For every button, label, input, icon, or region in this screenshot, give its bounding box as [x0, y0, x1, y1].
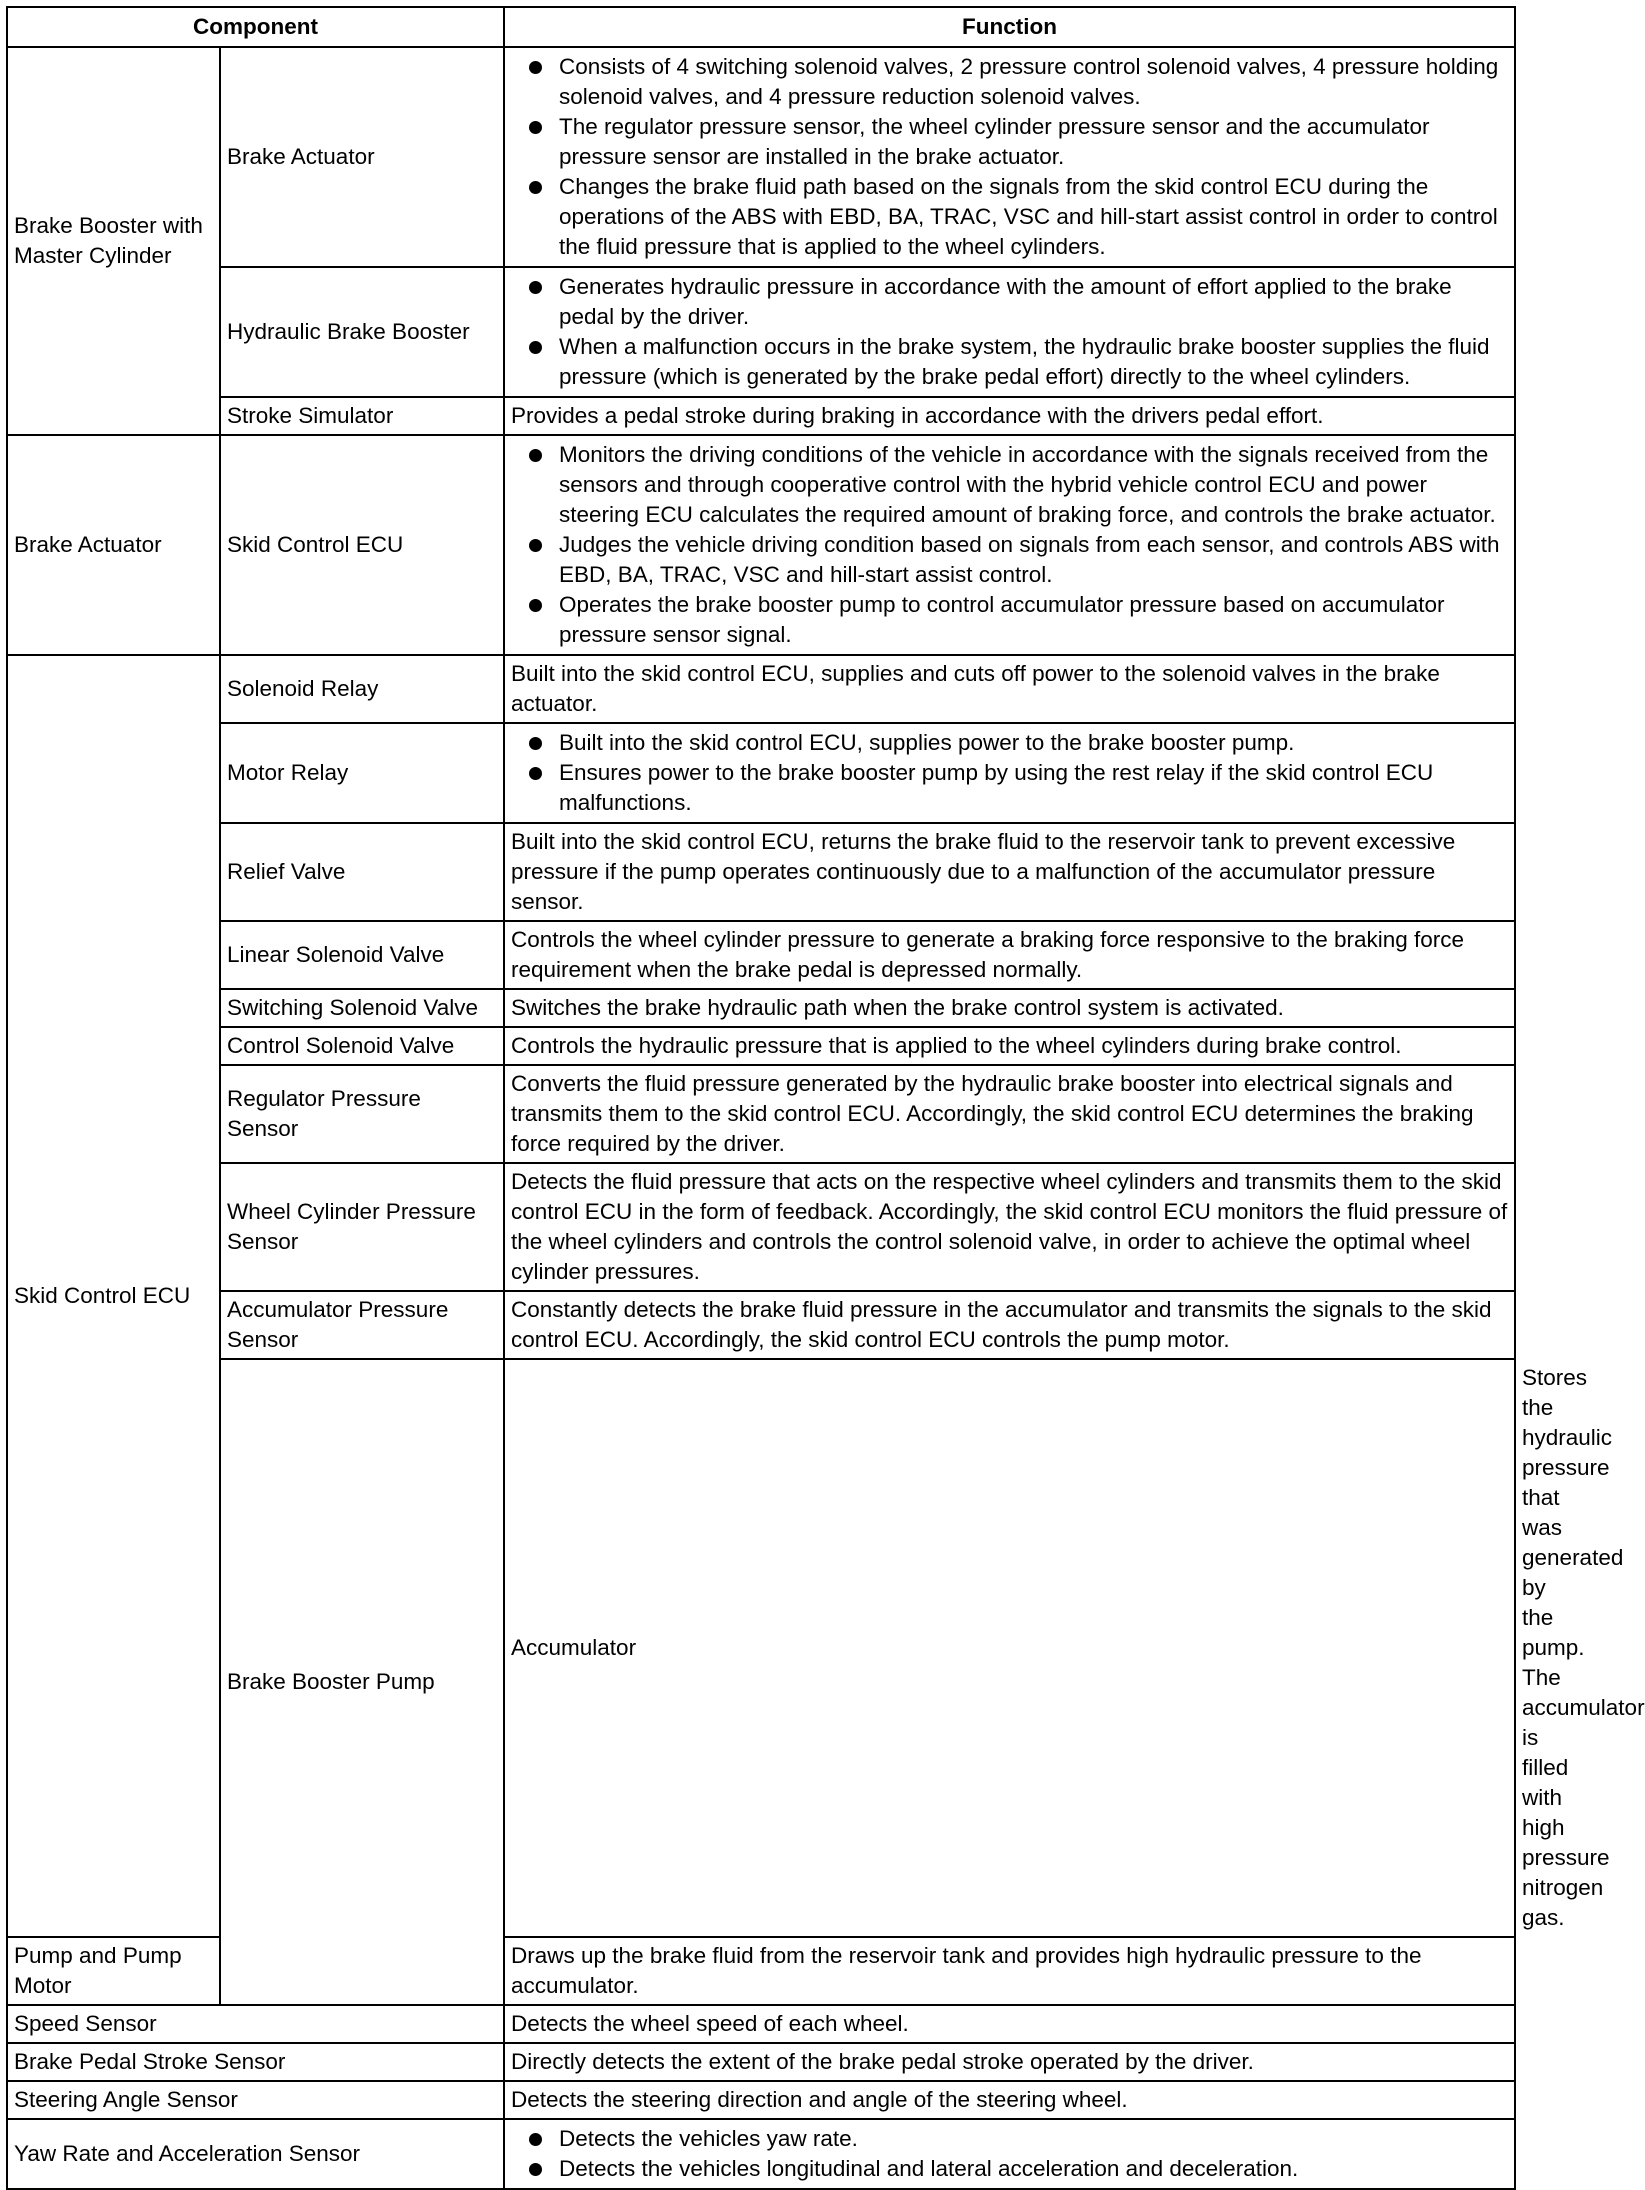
component-name: Steering Angle Sensor [7, 2081, 504, 2119]
component-function: Detects the fluid pressure that acts on the respective wheel cylinders and transmits them to the skid control ECU in the form of feedback. Accordingly, the skid control ECU monitors the fluid pressure of the wheel cylinders and controls the control solenoid valve, in order to achieve the optimal wheel cylinder pressures. [504, 1163, 1515, 1291]
table-row [7, 2119, 1515, 2189]
component-name: Skid Control ECU [220, 435, 504, 655]
component-name: Accumulator [504, 1359, 1515, 1937]
header-function: Function [504, 7, 1515, 47]
component-name: Motor Relay [220, 723, 504, 823]
component-name: Switching Solenoid Valve [220, 989, 504, 1027]
group-brake-booster-pump: Brake Booster Pump [220, 1359, 504, 2005]
component-function: Controls the hydraulic pressure that is applied to the wheel cylinders during brake control. [504, 1027, 1515, 1065]
bullet-list [511, 2124, 1508, 2184]
table-row [7, 47, 1515, 267]
bullet-item: Consists of 4 switching solenoid valves, 2 pressure control solenoid valves, 4 pressure holding solenoid valves, and 4 pressure reduction solenoid valves. [511, 52, 1508, 112]
bullet-list [511, 272, 1508, 392]
header-component: Component [7, 7, 504, 47]
component-function: Detects the wheel speed of each wheel. [504, 2005, 1515, 2043]
bullet-item: Changes the brake fluid path based on the signals from the skid control ECU during the operations of the ABS with EBD, BA, TRAC, VSC and hill-start assist control in order to control the fluid pressure that is applied to the wheel cylinders. [511, 172, 1508, 262]
component-name: Stroke Simulator [220, 397, 504, 435]
component-name: Yaw Rate and Acceleration Sensor [7, 2119, 504, 2189]
component-function: Switches the brake hydraulic path when the brake control system is activated. [504, 989, 1515, 1027]
component-name: Wheel Cylinder Pressure Sensor [220, 1163, 504, 1291]
bullet-item: Operates the brake booster pump to control accumulator pressure based on accumulator pressure sensor signal. [511, 590, 1508, 650]
bullet-list [511, 440, 1508, 650]
table-row [7, 723, 1515, 823]
group-brake-booster: Brake Booster with Master Cylinder [7, 47, 220, 435]
table-row [7, 823, 1515, 921]
bullet-item: Judges the vehicle driving condition based on signals from each sensor, and controls ABS with EBD, BA, TRAC, VSC and hill-start assist control. [511, 530, 1508, 590]
table-row [7, 1065, 1515, 1163]
bullet-list [511, 52, 1508, 262]
group-skid-control-ecu: Skid Control ECU [7, 655, 220, 1937]
component-function: Controls the wheel cylinder pressure to generate a braking force responsive to the braking force requirement when the brake pedal is depressed normally. [504, 921, 1515, 989]
component-name: Accumulator Pressure Sensor [220, 1291, 504, 1359]
table-row: Brake Booster Pump Accumulator Stores the hydraulic pressure that was generated by the pump. The accumulator is filled with high pressure nitrogen gas. [7, 1359, 1515, 1937]
table-row [7, 1163, 1515, 1291]
component-name: Relief Valve [220, 823, 504, 921]
table-row [7, 267, 1515, 397]
bullet-item: Monitors the driving conditions of the vehicle in accordance with the signals received from the sensors and through cooperative control with the hybrid vehicle control ECU and power steering ECU calculates the required amount of braking force, and controls the brake actuator. [511, 440, 1508, 530]
table-row [7, 435, 1515, 655]
bullet-item: When a malfunction occurs in the brake system, the hydraulic brake booster supplies the fluid pressure (which is generated by the brake pedal effort) directly to the wheel cylinders. [511, 332, 1508, 392]
component-name: Speed Sensor [7, 2005, 504, 2043]
component-function [504, 267, 1515, 397]
table-row [7, 2081, 1515, 2119]
component-function: Constantly detects the brake fluid pressure in the accumulator and transmits the signals to the skid control ECU. Accordingly, the skid control ECU controls the pump motor. [504, 1291, 1515, 1359]
component-name: Control Solenoid Valve [220, 1027, 504, 1065]
table-row [7, 989, 1515, 1027]
table-row [7, 1027, 1515, 1065]
table-header-row [7, 7, 1515, 47]
component-function [504, 2119, 1515, 2189]
bullet-item: Detects the vehicles longitudinal and lateral acceleration and deceleration. [511, 2154, 1508, 2184]
table-row [7, 1291, 1515, 1359]
component-name: Pump and Pump Motor [7, 1937, 220, 2005]
component-name: Solenoid Relay [220, 655, 504, 723]
component-name: Brake Actuator [220, 47, 504, 267]
component-function: Converts the fluid pressure generated by the hydraulic brake booster into electrical signals and transmits them to the skid control ECU. Accordingly, the skid control ECU determines the braking force required by the driver. [504, 1065, 1515, 1163]
table-row [7, 2005, 1515, 2043]
bullet-item: The regulator pressure sensor, the wheel cylinder pressure sensor and the accumulator pressure sensor are installed in the brake actuator. [511, 112, 1508, 172]
component-name: Linear Solenoid Valve [220, 921, 504, 989]
component-name: Hydraulic Brake Booster [220, 267, 504, 397]
bullet-list [511, 728, 1508, 818]
bullet-item: Detects the vehicles yaw rate. [511, 2124, 1508, 2154]
component-function [504, 47, 1515, 267]
bullet-item: Built into the skid control ECU, supplies power to the brake booster pump. [511, 728, 1508, 758]
component-name: Regulator Pressure Sensor [220, 1065, 504, 1163]
component-function: Detects the steering direction and angle of the steering wheel. [504, 2081, 1515, 2119]
component-function: Built into the skid control ECU, supplies and cuts off power to the solenoid valves in the brake actuator. [504, 655, 1515, 723]
component-name: Brake Pedal Stroke Sensor [7, 2043, 504, 2081]
component-function: Draws up the brake fluid from the reservoir tank and provides high hydraulic pressure to the accumulator. [504, 1937, 1515, 2005]
table-row [7, 655, 1515, 723]
group-brake-actuator: Brake Actuator [7, 435, 220, 655]
table-row [7, 921, 1515, 989]
component-function: Provides a pedal stroke during braking in accordance with the drivers pedal effort. [504, 397, 1515, 435]
component-function [504, 435, 1515, 655]
bullet-item: Ensures power to the brake booster pump by using the rest relay if the skid control ECU malfunctions. [511, 758, 1508, 818]
component-function: Directly detects the extent of the brake pedal stroke operated by the driver. [504, 2043, 1515, 2081]
table-row [7, 397, 1515, 435]
table-row [7, 2043, 1515, 2081]
component-function-table [6, 6, 1645, 2190]
bullet-item: Generates hydraulic pressure in accordance with the amount of effort applied to the brake pedal by the driver. [511, 272, 1508, 332]
component-function: Built into the skid control ECU, returns the brake fluid to the reservoir tank to prevent excessive pressure if the pump operates continuously due to a malfunction of the accumulator pressure sensor. [504, 823, 1515, 921]
component-function [504, 723, 1515, 823]
